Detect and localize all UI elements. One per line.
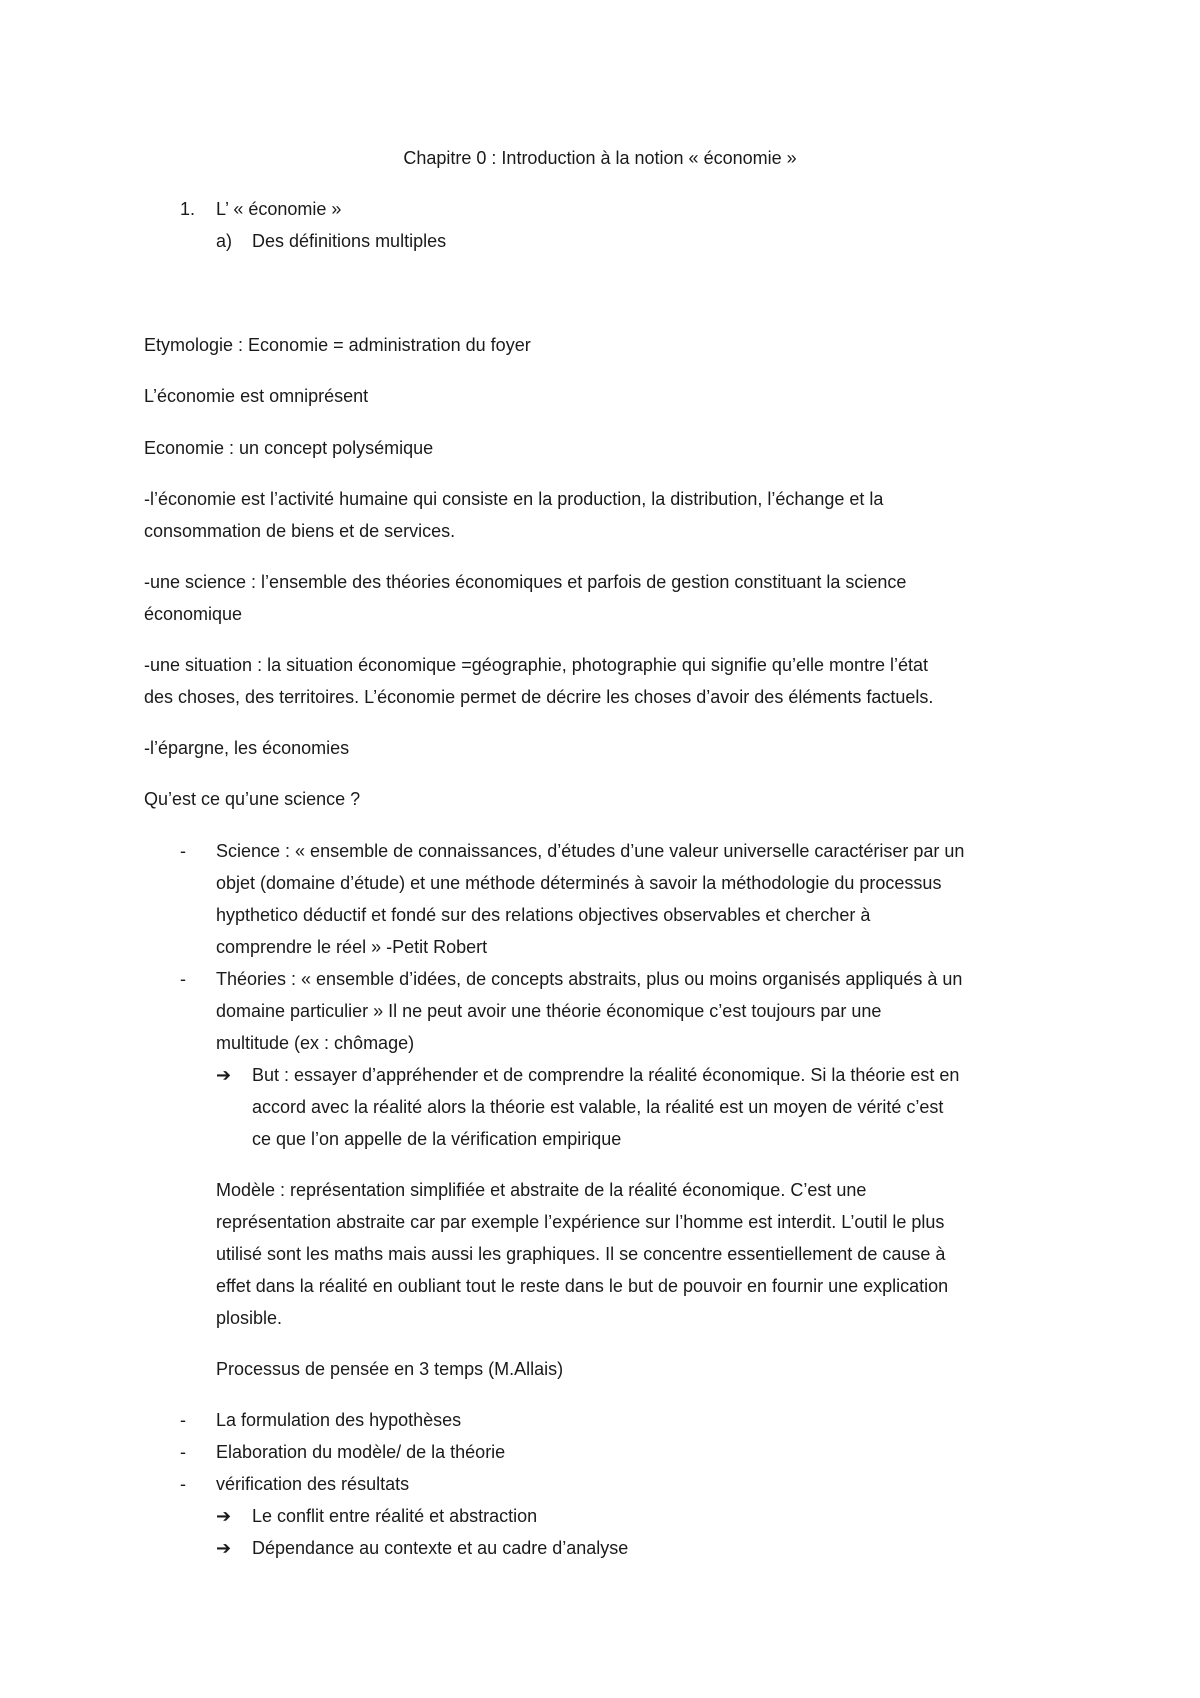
- situation-line-1: -une situation : la situation économique =géographie, photographie qui signifie qu’elle montre l’état: [144, 655, 929, 675]
- etymologie-line: Etymologie : Economie = administration du foyer: [144, 335, 531, 355]
- activite-line-1: -l’économie est l’activité humaine qui consiste en la production, la distribution, l’échange et la: [144, 489, 884, 509]
- situation-line-2: des choses, des territoires. L’économie permet de décrire les choses d’avoir des éléments factuels.: [144, 687, 934, 707]
- section-heading: L’ « économie »: [216, 199, 342, 219]
- section-number: 1.: [180, 199, 196, 219]
- modele-line-1: Modèle : représentation simplifiée et abstraite de la réalité économique. C’est une: [216, 1180, 867, 1200]
- science-def-line-2: économique: [144, 604, 243, 624]
- bullet-dash: -: [180, 1474, 186, 1494]
- omnipresent-line: L’économie est omniprésent: [144, 386, 369, 406]
- etape-item: La formulation des hypothèses: [216, 1410, 462, 1430]
- but-line-3: ce que l’on appelle de la vérification empirique: [252, 1129, 622, 1149]
- science-bullet-line-3: hypthetico déductif et fondé sur des relations objectives observables et chercher à: [216, 905, 871, 925]
- theories-bullet-line-1: Théories : « ensemble d’idées, de concepts abstraits, plus ou moins organisés appliqués à un: [216, 969, 963, 989]
- arrow-right-icon: ➔: [216, 1506, 232, 1526]
- conclusion-item: Dépendance au contexte et au cadre d’analyse: [252, 1538, 629, 1558]
- polysemique-line: Economie : un concept polysémique: [144, 438, 434, 458]
- bullet-dash: -: [180, 1410, 186, 1430]
- modele-line-5: plosible.: [216, 1308, 283, 1328]
- arrow-right-icon: ➔: [216, 1538, 232, 1558]
- subsection-letter: a): [216, 231, 233, 251]
- bullet-dash: -: [180, 841, 186, 861]
- science-bullet-line-2: objet (domaine d’étude) et une méthode déterminés à savoir la méthodologie du processus: [216, 873, 942, 893]
- etape-item: vérification des résultats: [216, 1474, 410, 1494]
- subsection-heading: Des définitions multiples: [252, 231, 447, 251]
- conclusion-item: Le conflit entre réalité et abstraction: [252, 1506, 538, 1526]
- modele-line-3: utilisé sont les maths mais aussi les graphiques. Il se concentre essentiellement de cause à: [216, 1244, 946, 1264]
- etape-item: Elaboration du modèle/ de la théorie: [216, 1442, 506, 1462]
- modele-line-2: représentation abstraite car par exemple l’expérience sur l’homme est interdit. L’outil le plus: [216, 1212, 945, 1232]
- arrow-right-icon: ➔: [216, 1065, 232, 1085]
- science-bullet-line-1: Science : « ensemble de connaissances, d’études d’une valeur universelle caractériser par un: [216, 841, 965, 861]
- activite-line-2: consommation de biens et de services.: [144, 521, 456, 541]
- question-line: Qu’est ce qu’une science ?: [144, 789, 361, 809]
- science-bullet-line-4: comprendre le réel » -Petit Robert: [216, 937, 488, 957]
- page-title: Chapitre 0 : Introduction à la notion « économie »: [403, 148, 797, 168]
- but-line-2: accord avec la réalité alors la théorie est valable, la réalité est un moyen de vérité c’est: [252, 1097, 944, 1117]
- epargne-line: -l’épargne, les économies: [144, 738, 350, 758]
- theories-bullet-line-2: domaine particulier » Il ne peut avoir une théorie économique c’est toujours par une: [216, 1001, 882, 1021]
- bullet-dash: -: [180, 969, 186, 989]
- science-def-line-1: -une science : l’ensemble des théories économiques et parfois de gestion constituant la science: [144, 572, 907, 592]
- processus-line: Processus de pensée en 3 temps (M.Allais): [216, 1359, 564, 1379]
- but-line-1: But : essayer d’appréhender et de comprendre la réalité économique. Si la théorie est en: [252, 1065, 960, 1085]
- theories-bullet-line-3: multitude (ex : chômage): [216, 1033, 415, 1053]
- modele-line-4: effet dans la réalité en oubliant tout le reste dans le but de pouvoir en fournir une explication: [216, 1276, 949, 1296]
- bullet-dash: -: [180, 1442, 186, 1462]
